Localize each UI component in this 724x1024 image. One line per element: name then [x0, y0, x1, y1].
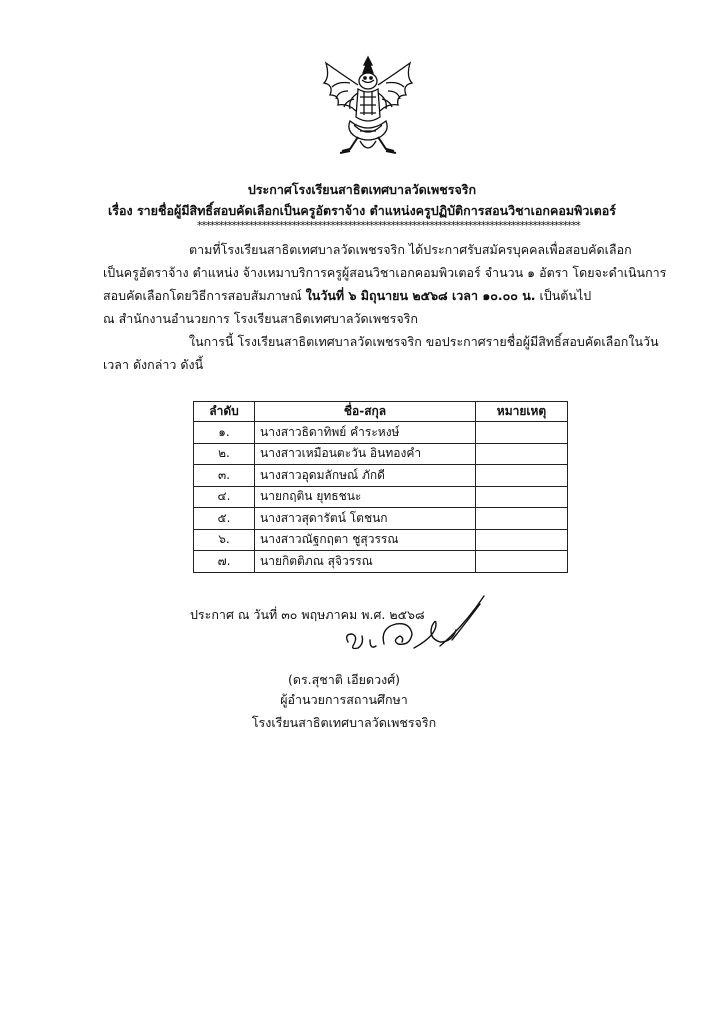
candidate-table	[193, 401, 568, 573]
row-name: นายกฤติน ยุทธชนะ	[255, 486, 476, 508]
row-note	[476, 443, 568, 465]
row-number: ๑.	[194, 422, 255, 444]
row-number: ๔.	[194, 486, 255, 508]
table-row	[194, 465, 568, 487]
row-note	[476, 551, 568, 573]
row-name: นางสาวสุดารัตน์ โตชนก	[255, 508, 476, 530]
paragraph-line: ในการนี้ โรงเรียนสาธิตเทศบาลวัดเพชรจริก ขอประกาศรายชื่อผู้มีสิทธิ์สอบคัดเลือกในวัน	[189, 334, 659, 349]
table-row	[194, 486, 568, 508]
row-name: นางสาวเหมือนตะวัน อินทองคำ	[255, 443, 476, 465]
announcement-title: ประกาศโรงเรียนสาธิตเทศบาลวัดเพชรจริก	[247, 182, 477, 197]
paragraph-line	[103, 284, 623, 307]
row-number: ๕.	[194, 508, 255, 530]
announcement-subject: เรื่อง รายชื่อผู้มีสิทธิ์สอบคัดเลือกเป็นครูอัตราจ้าง ตำแหน่งครูปฏิบัติการสอนวิชาเอกคอมพิวเตอร์	[108, 203, 616, 218]
row-name: นางสาวธิดาทิพย์ คำระหงษ์	[255, 422, 476, 444]
row-note	[476, 508, 568, 530]
row-note	[476, 465, 568, 487]
row-note	[476, 422, 568, 444]
garuda-emblem-icon	[320, 55, 416, 157]
exam-date-time: ในวันที่ ๖ มิถุนายน ๒๕๖๘ เวลา ๑๐.๐๐ น.	[305, 288, 536, 303]
row-note	[476, 486, 568, 508]
signer-name: (ดร.สุชาติ เอียดวงศ์)	[287, 672, 401, 687]
table-row	[194, 443, 568, 465]
signer-organization: โรงเรียนสาธิตเทศบาลวัดเพชรจริก	[251, 715, 437, 730]
announcement-date: ประกาศ ณ วันที่ ๓๐ พฤษภาคม พ.ศ. ๒๕๖๘	[190, 607, 425, 622]
paragraph-line: ตามที่โรงเรียนสาธิตเทศบาลวัดเพชรจริก ได้ประกาศรับสมัครบุคคลเพื่อสอบคัดเลือก	[189, 242, 632, 257]
paragraph-line: เป็นครูอัตราจ้าง ตำแหน่ง จ้างเหมาบริการครูผู้สอนวิชาเอกคอมพิวเตอร์ จำนวน ๑ อัตรา โดยจะดำเนินการ	[103, 265, 667, 280]
handwritten-signature	[340, 590, 490, 660]
table-row	[194, 551, 568, 573]
paragraph-line: ณ สำนักงานอำนวยการ โรงเรียนสาธิตเทศบาลวัดเพชรจริก	[103, 311, 418, 326]
row-name: นายกิตติภณ สุจิวรรณ	[255, 551, 476, 573]
row-note	[476, 529, 568, 551]
signer-position: ผู้อำนวยการสถานศึกษา	[280, 692, 408, 707]
paragraph-text: สอบคัดเลือกโดยวิธีการสอบสัมภาษณ์	[103, 288, 302, 303]
table-row	[194, 422, 568, 444]
header-name: ชื่อ-สกุล	[255, 402, 476, 422]
table-row	[194, 508, 568, 530]
row-number: ๗.	[194, 551, 255, 573]
separator-stars: *****************************************************************************************	[197, 220, 580, 232]
paragraph-text: เป็นต้นไป	[539, 288, 592, 303]
paragraph-announcement	[103, 330, 659, 376]
row-name: นางสาวณัฐกฤตา ชูสุวรรณ	[255, 529, 476, 551]
row-number: ๓.	[194, 465, 255, 487]
paragraph-line: เวลา ดังกล่าว ดังนี้	[103, 357, 204, 372]
row-name: นางสาวอุดมลักษณ์ ภักดี	[255, 465, 476, 487]
header-number: ลำดับ	[194, 402, 255, 422]
table-header-row	[194, 402, 568, 422]
paragraph-intro	[103, 238, 667, 330]
row-number: ๖.	[194, 529, 255, 551]
row-number: ๒.	[194, 443, 255, 465]
table-row	[194, 529, 568, 551]
header-note: หมายเหตุ	[476, 402, 568, 422]
